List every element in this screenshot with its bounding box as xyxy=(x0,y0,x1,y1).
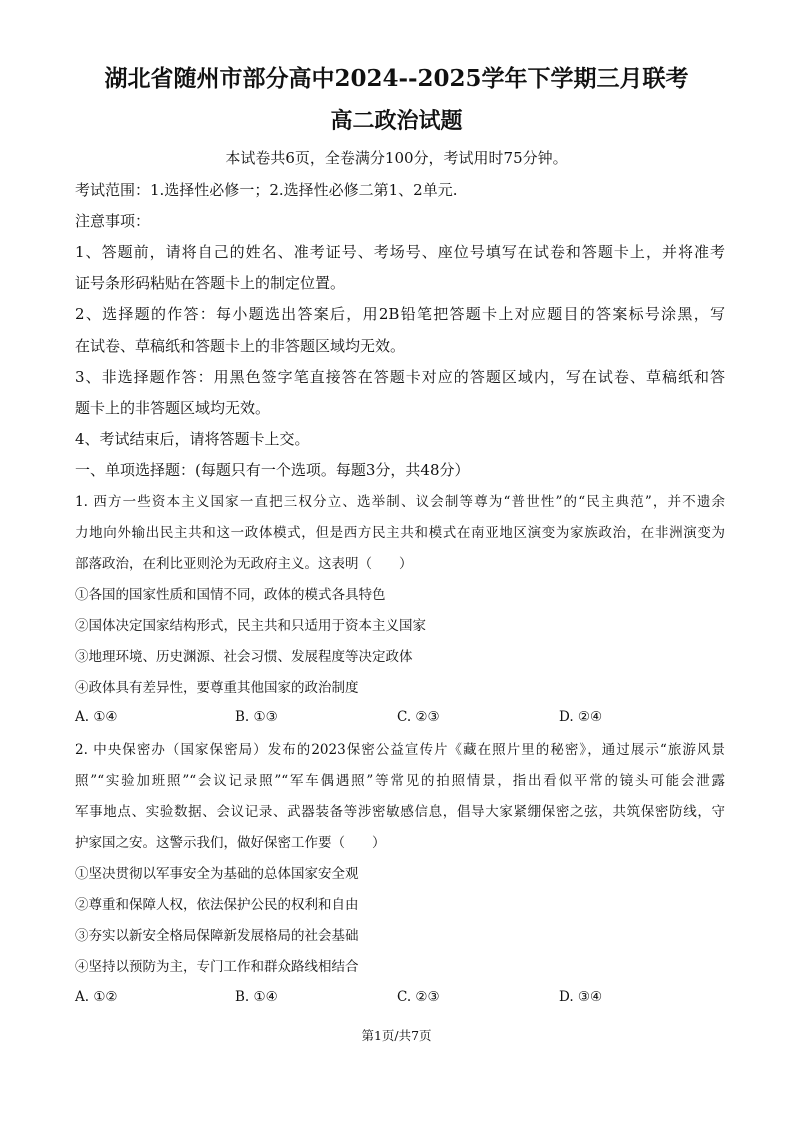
question-2-item-3: ③夯实以新安全格局保障新发展格局的社会基础 xyxy=(75,928,359,944)
question-1-stem-line-3: 部落政治，在利比亚则沦为无政府主义。这表明（ ） xyxy=(75,556,413,572)
question-2-item-1: ①坚决贯彻以军事安全为基础的总体国家安全观 xyxy=(75,866,359,882)
question-2-item-2: ②尊重和保障人权，依法保护公民的权利和自由 xyxy=(75,897,359,913)
note-3-line-2: 题卡上的非答题区域均无效。 xyxy=(75,399,271,417)
question-1-stem-line-1: 1. 西方一些资本主义国家一直把三权分立、选举制、议会制等尊为“普世性”的“民主典范”，并不遗余 xyxy=(75,494,725,510)
note-1-line-2: 证号条形码粘贴在答题卡上的制定位置。 xyxy=(75,274,346,292)
question-1-item-4: ④政体具有差异性，要尊重其他国家的政治制度 xyxy=(75,680,359,696)
question-1-option-b[interactable]: B. ①③ xyxy=(235,709,278,725)
notes-heading: 注意事项： xyxy=(75,212,151,230)
question-2-option-b[interactable]: B. ①④ xyxy=(235,989,278,1005)
question-1-item-3: ③地理环境、历史渊源、社会习惯、发展程度等决定政体 xyxy=(75,649,413,665)
page-number: 第1页/共7页 xyxy=(361,1028,432,1043)
question-2-stem-line-1: 2. 中央保密办（国家保密局）发布的2023保密公益宣传片《藏在照片里的秘密》，通过展示“旅游风景 xyxy=(75,742,725,758)
question-1-item-2: ②国体决定国家结构形式，民主共和只适用于资本主义国家 xyxy=(75,618,426,634)
exam-subtitle: 高二政治试题 xyxy=(330,108,463,134)
question-2-stem-line-3: 军事地点、实验数据、会议记录、武器装备等涉密敏感信息，倡导大家紧绷保密之弦，共筑保密防线，守 xyxy=(75,804,725,820)
note-2-line-1: 2、选择题的作答：每小题选出答案后，用2B铅笔把答题卡上对应题目的答案标号涂黑，写 xyxy=(75,305,725,323)
note-3-line-1: 3、非选择题作答：用黑色签字笔直接答在答题卡对应的答题区域内，写在试卷、草稿纸和答 xyxy=(75,368,725,386)
question-2-option-d[interactable]: D. ③④ xyxy=(559,989,603,1005)
question-2-option-c[interactable]: C. ②③ xyxy=(397,989,440,1005)
question-1-item-1: ①各国的国家性质和国情不同，政体的模式各具特色 xyxy=(75,587,386,603)
question-2-stem-line-4: 护家国之安。这警示我们，做好保密工作要（ ） xyxy=(75,835,386,851)
question-1-option-a[interactable]: A. ①④ xyxy=(75,709,118,725)
note-4-line-1: 4、考试结束后，请将答题卡上交。 xyxy=(75,430,310,448)
question-2-item-4: ④坚持以预防为主，专门工作和群众路线相结合 xyxy=(75,959,359,975)
question-1-stem-line-2: 力地向外输出民主共和这一政体模式，但是西方民主共和模式在南亚地区演变为家族政治，在非洲演变为 xyxy=(75,525,725,541)
exam-scope: 考试范围：1.选择性必修一；2.选择性必修二第1、2单元. xyxy=(75,181,458,199)
question-1-option-c[interactable]: C. ②③ xyxy=(397,709,440,725)
note-2-line-2: 在试卷、草稿纸和答题卡上的非答题区域均无效。 xyxy=(75,337,406,355)
exam-title: 湖北省随州市部分高中2024--2025学年下学期三月联考 xyxy=(104,65,689,92)
question-2-stem-line-2: 照”“实验加班照”“会议记录照”“军车偶遇照”等常见的拍照情景，指出看似平常的镜头可能会泄露 xyxy=(75,773,725,789)
question-1-options xyxy=(75,709,725,729)
exam-summary: 本试卷共6页，全卷满分100分，考试用时75分钟。 xyxy=(225,149,568,167)
note-1-line-1: 1、答题前，请将自己的姓名、准考证号、考场号、座位号填写在试卷和答题卡上，并将准考 xyxy=(75,243,725,261)
question-2-option-a[interactable]: A. ①② xyxy=(75,989,118,1005)
section-heading: 一、单项选择题：(每题只有一个选项。每题3分，共48分） xyxy=(75,461,470,479)
question-2-options xyxy=(75,989,725,1009)
question-1-option-d[interactable]: D. ②④ xyxy=(559,709,603,725)
